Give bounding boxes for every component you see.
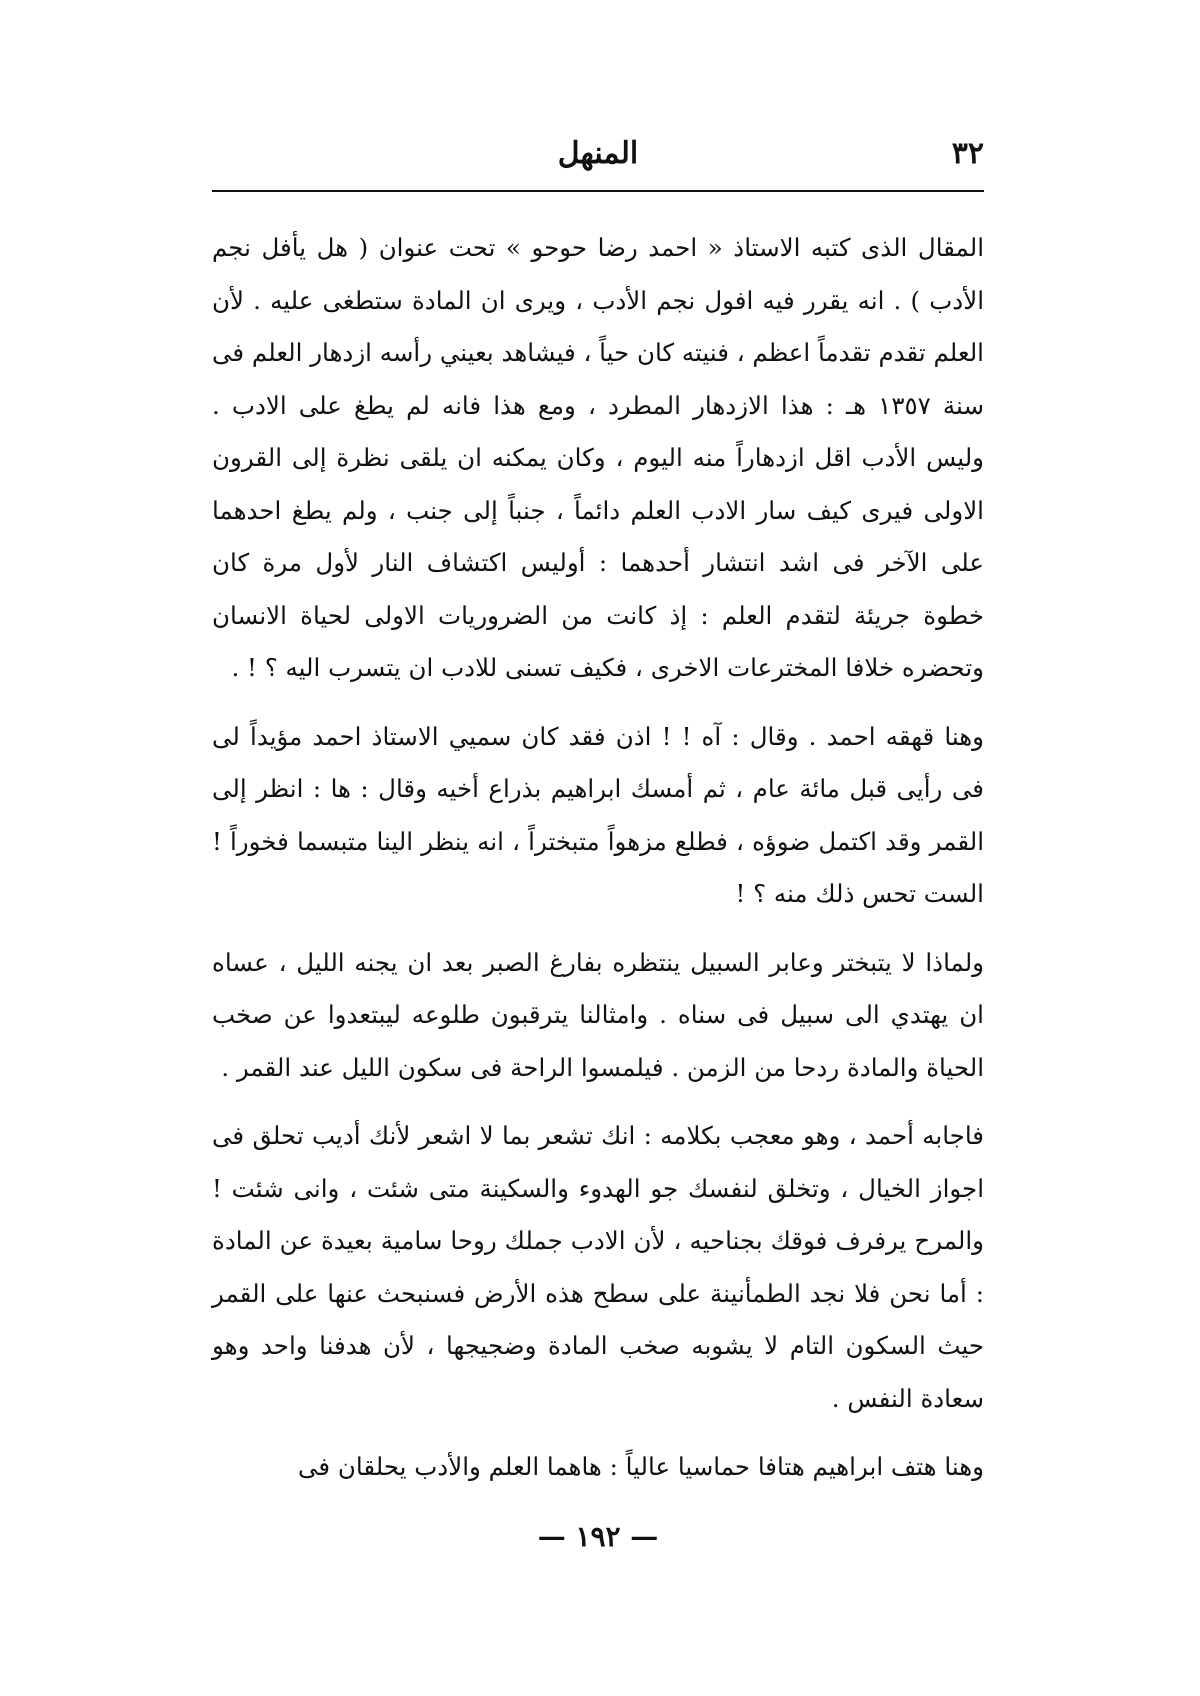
- article-body: [212, 222, 984, 1494]
- paragraph-3: ولماذا لا يتبختر وعابر السبيل ينتظره بفارغ الصبر بعد ان يجنه الليل ، عساه ان يهتدي الى سبيل فى سناه . وامثالنا يترقبون طلوعه ليبتعدوا عن صخب الحياة والمادة ردحا من الزمن . فيلمسوا الراحة فى سكون الليل عند القمر .: [212, 947, 984, 1082]
- paragraph-2: وهنا قهقه احمد . وقال : آه ! ! اذن فقد كان سميي الاستاذ احمد مؤيداً لى فى رأيى قبل مائة عام ، ثم أمسك ابراهيم بذراع أخيه وقال : ها : انظر إلى القمر وقد اكتمل ضوؤه ، فطلع مزهواً متبختراً ، انه ينظر الينا متبسما فخوراً ! الست تحس ذلك منه ؟ !: [212, 721, 984, 908]
- journal-title: المنهل: [557, 136, 639, 171]
- header-divider: [212, 190, 984, 192]
- paragraph-4: فاجابه أحمد ، وهو معجب بكلامه : انك تشعر بما لا اشعر لأنك أديب تحلق فى اجواز الخيال ، وتخلق لنفسك جو الهدوء والسكينة متى شئت ، وانى شئت ! والمرح يرفرف فوقك بجناحيه ، لأن الادب جملك روحا سامية بعيدة عن المادة : أما نحن فلا نجد الطمأنينة على سطح هذه الأرض فسنبحث عنها على القمر حيث السكون التام لا يشوبه صخب المادة وضجيجها ، لأن هدفنا واحد وهو سعادة النفس .: [212, 1121, 984, 1413]
- header-page-number: ٣٢: [951, 136, 984, 171]
- paragraph-1: المقال الذى كتبه الاستاذ « احمد رضا حوحو » تحت عنوان ( هل يأفل نجم الأدب ) . انه يقرر فيه افول نجم الأدب ، ويرى ان المادة ستطغى عليه . لأن العلم تقدم تقدماً اعظم ، فنيته كان حياً ، فيشاهد بعيني رأسه ازدهار العلم فى سنة ١٣٥٧ هـ : هذا الازدهار المطرد ، ومع هذا فانه لم يطغ على الادب . وليس الأدب اقل ازدهاراً منه اليوم ، وكان يمكنه ان يلقى نظرة إلى القرون الاولى فيرى كيف سار الادب العلم دائماً ، جنباً إلى جنب ، ولم يطغ احدهما على الآخر فى اشد انتشار أحدهما : أوليس اكتشاف النار لأول مرة كان خطوة جريئة لتقدم العلم : إذ كانت من الضروريات الاولى لحياة الانسان وتحضره خلافا المخترعات الاخرى ، فكيف تسنى للادب ان يتسرب اليه ؟ ! .: [212, 233, 984, 682]
- footer-page-number: — ١٩٢ —: [537, 1520, 659, 1553]
- paragraph-spacer: [212, 921, 984, 937]
- page-header: [212, 122, 984, 182]
- paragraph-spacer: [212, 1094, 984, 1110]
- paragraph-spacer: [212, 695, 984, 711]
- paragraph-5: وهنا هتف ابراهيم هتافا حماسيا عالياً : هاهما العلم والأدب يحلقان فى: [297, 1452, 984, 1481]
- paragraph-spacer: [212, 1425, 984, 1441]
- page-footer: [212, 1520, 984, 1553]
